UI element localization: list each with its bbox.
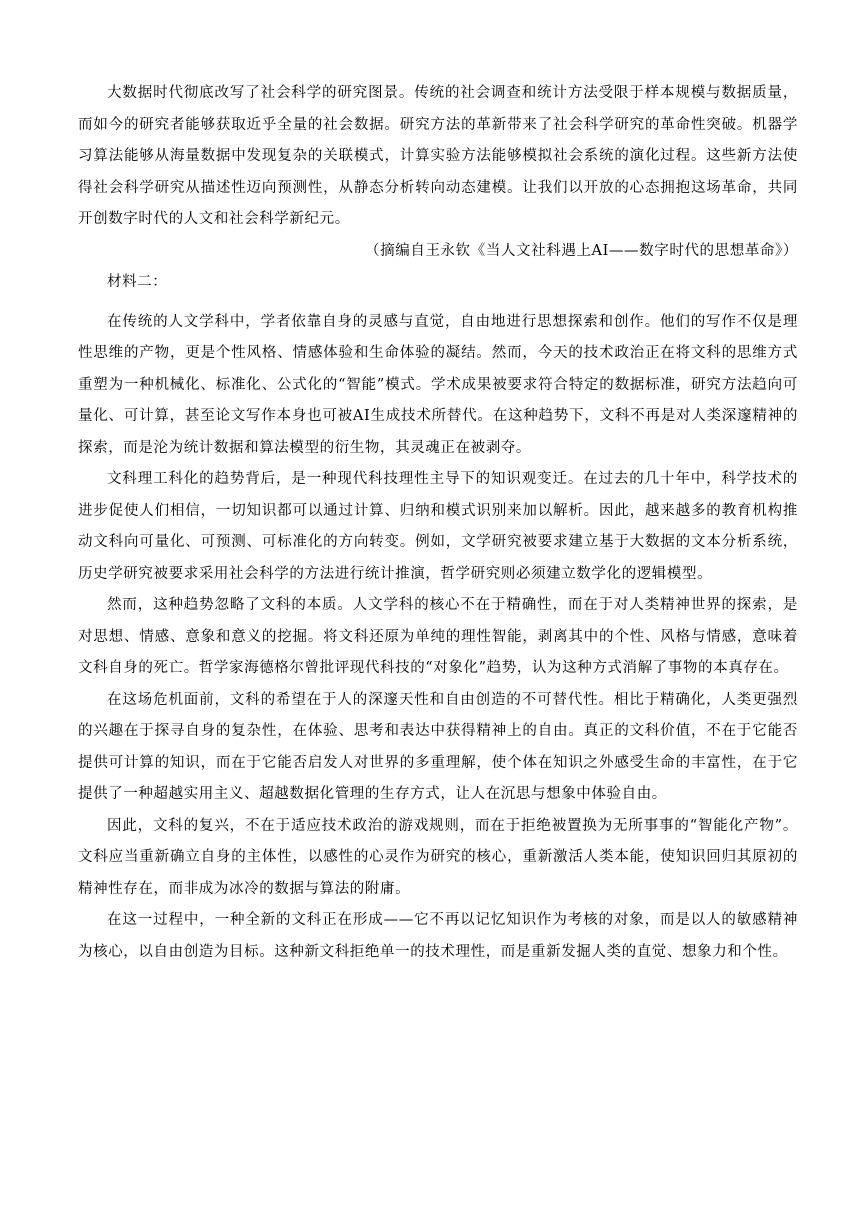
material2-paragraph-4: 在这场危机面前，文科的希望在于人的深邃天性和自由创造的不可替代性。相比于精确化，人类更强烈的兴趣在于探寻自身的复杂性，在体验、思考和表达中获得精神上的自由。真正的文科价值，不在于它能否提供可计算的知识，而在于它能否启发人对世界的多重理解，使个体在知识之外感受生命的丰富性，在于它提供了一种超越实用主义、超越数据化管理的生存方式，让人在沉思与想象中体验自由。	[78, 691, 798, 802]
material2-paragraph-2: 文科理工科化的趋势背后，是一种现代科技理性主导下的知识观变迁。在过去的几十年中，科学技术的进步促使人们相信，一切知识都可以通过计算、归纳和模式识别来加以解析。因此，越来越多的教育机构推动文科向可量化、可预测、可标准化的方向转变。例如，文学研究被要求建立基于大数据的文本分析系统，历史学研究被要求采用社会科学的方法进行统计推演，哲学研究则必须建立数学化的逻辑模型。	[78, 471, 798, 582]
material2-paragraph-6: 在这一过程中，一种全新的文科正在形成——它不再以记忆知识作为考核的对象，而是以人的敏感精神为核心，以自由创造为目标。这种新文科拒绝单一的技术理性，而是重新发掘人类的直觉、想象力和个性。	[78, 912, 798, 960]
material2-paragraph-3: 然而，这种趋势忽略了文科的本质。人文学科的核心不在于精确性，而在于对人类精神世界的探索，是对思想、情感、意象和意义的挖掘。将文科还原为单纯的理性智能，剥离其中的个性、风格与情感，意味着文科自身的死亡。哲学家海德格尔曾批评现代科技的“对象化”趋势，认为这种方式消解了事物的本真存在。	[78, 597, 798, 676]
material1-paragraph: 大数据时代彻底改写了社会科学的研究图景。传统的社会调查和统计方法受限于样本规模与数据质量，而如今的研究者能够获取近乎全量的社会数据。研究方法的革新带来了社会科学研究的革命性突破。机器学习算法能够从海量数据中发现复杂的关联模式，计算实验方法能够模拟社会系统的演化过程。这些新方法使得社会科学研究从描述性迈向预测性，从静态分析转向动态建模。让我们以开放的心态拥抱这场革命，共同开创数字时代的人文和社会科学新纪元。	[78, 85, 798, 227]
spacer	[78, 299, 798, 307]
document-page	[78, 78, 798, 968]
material2-paragraph-5: 因此，文科的复兴，不在于适应技术政治的游戏规则，而在于拒绝被置换为无所事事的“智能化产物”。文科应当重新确立自身的主体性，以感性的心灵作为研究的核心，重新激活人类本能，使知识回归其原初的精神性存在，而非成为冰冷的数据与算法的附庸。	[78, 817, 798, 897]
material2-paragraph-1: 在传统的人文学科中，学者依靠自身的灵感与直觉，自由地进行思想探索和创作。他们的写作不仅是理性思维的产物，更是个性风格、情感体验和生命体验的凝结。然而，今天的技术政治正在将文科的思维方式重塑为一种机械化、标准化、公式化的“智能”模式。学术成果被要求符合特定的数据标准，研究方法趋向可量化、可计算，甚至论文写作本身也可被AI生成技术所替代。在这种趋势下，文科不再是对人类深邃精神的探索，而是沦为统计数据和算法模型的衍生物，其灵魂正在被剥夺。	[78, 313, 798, 456]
material1-source: （摘编自王永钦《当人文社科遇上AI——数字时代的思想革命》）	[365, 242, 798, 259]
material2-heading: 材料二：	[107, 274, 168, 290]
